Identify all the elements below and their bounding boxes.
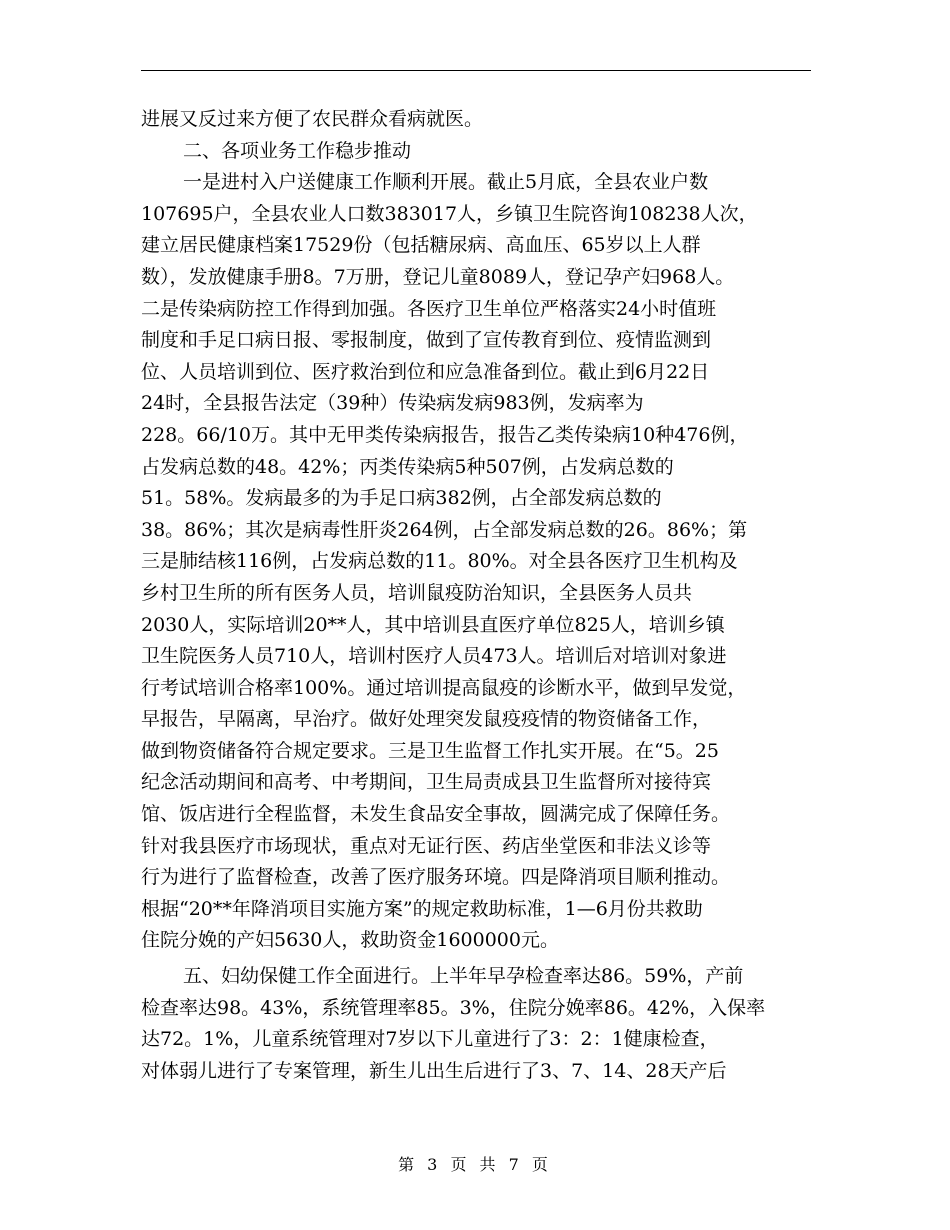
document-body bbox=[141, 104, 831, 1087]
text-line: 卫生院医务人员710人，培训村医疗人员473人。培训后对培训对象进 bbox=[141, 645, 727, 668]
text-line: 一是进村入户送健康工作顺利开展。截止5月底，全县农业户数 bbox=[183, 171, 709, 194]
text-line: 住院分娩的产妇5630人，救助资金1600000元。 bbox=[141, 929, 559, 952]
text-line: 制度和手足口病日报、零报制度，做到了宣传教育到位、疫情监测到 bbox=[141, 329, 712, 352]
text-line: 228。66/10万。其中无甲类传染病报告，报告乙类传染病10种476例， bbox=[141, 423, 749, 446]
text-line: 对体弱儿进行了专案管理，新生儿出生后进行了3、7、14、28天产后 bbox=[141, 1059, 727, 1082]
text-line: 二是传染病防控工作得到加强。各医疗卫生单位严格落实24小时值班 bbox=[141, 297, 717, 320]
section-heading: 二、各项业务工作稳步推动 bbox=[183, 139, 412, 162]
text-line: 进展又反过来方便了农民群众看病就医。 bbox=[141, 108, 484, 130]
text-line: 行为进行了监督检查，改善了医疗服务环境。四是降消项目顺利推动。 bbox=[141, 866, 731, 889]
text-line: 检查率达98。43%，系统管理率85。3%，住院分娩率86。42%，入保率 bbox=[141, 996, 766, 1019]
text-line: 五、妇幼保健工作全面进行。上半年早孕检查率达86。59%，产前 bbox=[183, 965, 744, 988]
text-line: 数），发放健康手册8。7万册，登记儿童8089人，登记孕产妇968人。 bbox=[141, 265, 735, 288]
text-line: 建立居民健康档案17529份（包括糖尿病、高血压、65岁以上人群 bbox=[141, 234, 701, 257]
text-line: 纪念活动期间和高考、中考期间，卫生局责成县卫生监督所对接待宾 bbox=[141, 771, 712, 794]
text-line: 根据“20**年降消项目实施方案”的规定救助标准，1—6月份共救助 bbox=[141, 897, 703, 920]
page-footer: 第 3 页 共 7 页 bbox=[398, 1155, 552, 1174]
text-line: 38。86%；其次是病毒性肝炎264例，占全部发病总数的26。86%；第 bbox=[141, 518, 748, 541]
text-line: 针对我县医疗市场现状，重点对无证行医、药店坐堂医和非法义诊等 bbox=[141, 834, 712, 857]
text-line: 馆、饭店进行全程监督，未发生食品安全事故，圆满完成了保障任务。 bbox=[141, 803, 731, 826]
text-line: 51。58%。发病最多的为手足口病382例，占全部发病总数的 bbox=[141, 487, 662, 510]
header-rule bbox=[141, 70, 811, 71]
text-line: 行考试培训合格率100%。通过培训提高鼠疫的诊断水平，做到早发觉， bbox=[141, 676, 747, 699]
text-line: 位、人员培训到位、医疗救治到位和应急准备到位。截止到6月22日 bbox=[141, 360, 710, 383]
text-line: 做到物资储备符合规定要求。三是卫生监督工作扎实开展。在“5。25 bbox=[141, 739, 719, 762]
text-line: 107695户，全县农业人口数383017人，乡镇卫生院咨询108238人次， bbox=[141, 202, 758, 225]
text-line: 达72。1%，儿童系统管理对7岁以下儿童进行了3：2：1健康检查， bbox=[141, 1028, 719, 1051]
text-line: 占发病总数的48。42%；丙类传染病5种507例，占发病总数的 bbox=[141, 455, 674, 478]
text-line: 乡村卫生所的所有医务人员，培训鼠疫防治知识，全县医务人员共 bbox=[141, 581, 693, 604]
text-line: 早报告，早隔离，早治疗。做好处理突发鼠疫疫情的物资储备工作， bbox=[141, 708, 712, 731]
text-line: 2030人，实际培训20**人，其中培训县直医疗单位825人，培训乡镇 bbox=[141, 613, 725, 636]
text-line: 24时，全县报告法定（39种）传染病发病983例，发病率为 bbox=[141, 392, 644, 415]
text-line: 三是肺结核116例，占发病总数的11。80%。对全县各医疗卫生机构及 bbox=[141, 550, 738, 573]
